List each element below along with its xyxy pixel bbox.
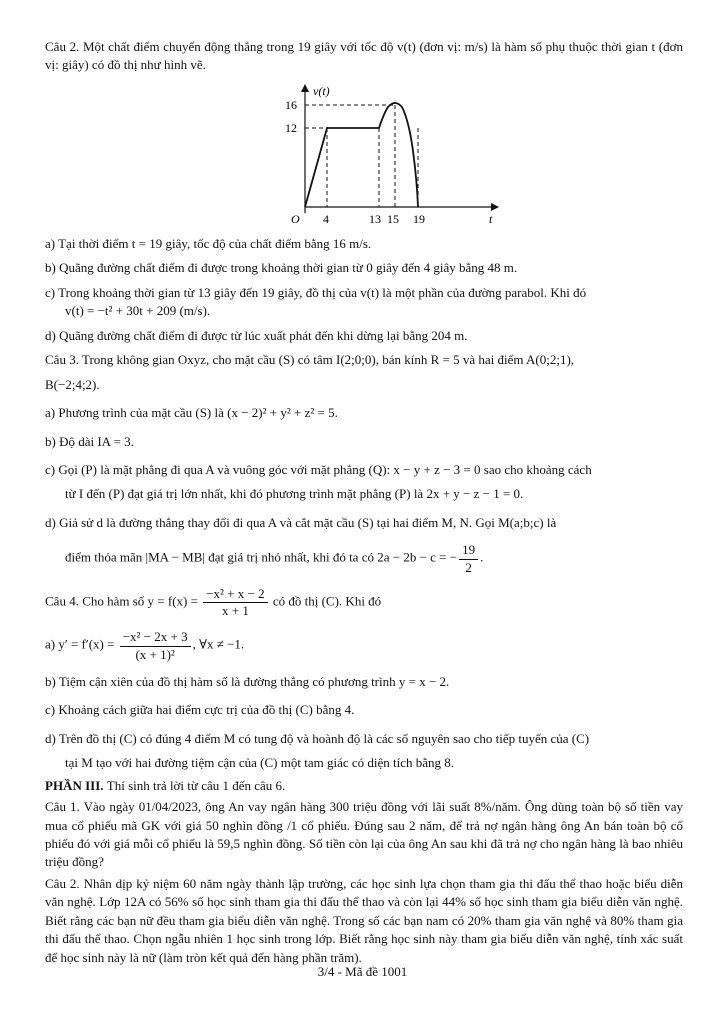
cau3-d-fraction bbox=[459, 542, 478, 576]
cau4-intro bbox=[45, 586, 683, 620]
origin-label: O bbox=[291, 211, 300, 226]
x-tick-13: 13 bbox=[369, 211, 381, 226]
cau4-intro-text: Câu 4. Cho hàm số y = f(x) = bbox=[45, 593, 198, 609]
phan3-cau1: Câu 1. Vào ngày 01/04/2023, ông An vay ngân hàng 300 triệu đồng với lãi suất 8%/năm. Ông dùng toàn bộ số tiền vay mua cổ phiếu mã GK với giá 50 nghìn đồng /1 cổ phiếu. Đúng sau 2 năm, để trả nợ ngân hàng ông An bán toàn bộ cổ phiếu đó với giá mỗi cổ phiếu là 59,5 nghìn đồng. Số tiền còn lại của ông An sau khi đã trả nợ cho ngân hàng là bao nhiêu triệu đồng? bbox=[45, 799, 683, 870]
cau4-a-end: , ∀x ≠ −1. bbox=[192, 637, 245, 653]
cau4-d-line2: tại M tạo với hai đường tiệm cận của (C) một tam giác có diện tích bằng 8. bbox=[65, 755, 455, 771]
cau3-intro-line1: Câu 3. Trong không gian Oxyz, cho mặt cầu (S) có tâm I(2;0;0), bán kính R = 5 và hai điểm A(0;2;1), bbox=[45, 352, 575, 368]
cau4-function-numerator: −x² + x − 2 bbox=[203, 586, 267, 603]
x-tick-19: 19 bbox=[413, 211, 425, 226]
cau3-d-denominator: 2 bbox=[465, 559, 472, 575]
cau4-intro-end: có đồ thị (C). Khi đó bbox=[272, 593, 382, 609]
x-axis-arrow bbox=[491, 203, 499, 211]
cau3-d-text: điểm thỏa mãn |MA − MB| đạt giá trị nhỏ nhất, khi đó ta có 2a − 2b − c = − bbox=[65, 550, 458, 566]
x-axis-label: t bbox=[489, 211, 493, 226]
cau2-intro: Câu 2. Một chất điểm chuyển động thẳng trong 19 giây với tốc độ v(t) (đơn vị: m/s) là hàm số phụ thuộc thời gian t (đơn vị: giây) có đồ thị như hình vẽ. bbox=[45, 39, 683, 73]
cau3-d-end: . bbox=[480, 550, 484, 566]
phan3-title: PHẦN III. bbox=[45, 777, 104, 793]
cau3-d-line1: d) Giả sử d là đường thẳng thay đổi đi qua A và cắt mặt cầu (S) tại hai điểm M, N. Gọi M(a;b;c) là bbox=[45, 514, 557, 530]
cau4-c: c) Khoảng cách giữa hai điểm cực trị của đồ thị (C) bằng 4. bbox=[45, 702, 355, 718]
x-tick-15: 15 bbox=[387, 211, 399, 226]
cau3-d-numerator: 19 bbox=[459, 542, 478, 559]
cau2-c-line1: c) Trong khoảng thời gian từ 13 giây đến 19 giây, đồ thị của v(t) là một phần của đường parabol. Khi đó bbox=[45, 284, 587, 300]
cau4-a-numerator: −x² − 2x + 3 bbox=[120, 629, 191, 646]
cau4-function-fraction bbox=[203, 586, 267, 620]
phan3-instruction: Thí sinh trả lời từ câu 1 đến câu 6. bbox=[106, 777, 286, 793]
velocity-graph bbox=[275, 81, 515, 229]
cau3-d-line2 bbox=[45, 542, 683, 576]
cau4-b: b) Tiệm cận xiên của đồ thị hàm số là đường thẳng có phương trình y = x − 2. bbox=[45, 673, 450, 689]
phan3-cau2: Câu 2. Nhân dịp kỷ niệm 60 năm ngày thành lập trường, các học sinh lựa chọn tham gia thi đấu thể thao hoặc biểu diễn văn nghệ. Lớp 12A có 56% số học sinh tham gia thi đấu thể thao và còn lại 44% số học sinh tham gia biểu diễn văn nghệ. Biết rằng các bạn nữ đều tham gia biểu diễn văn nghệ. Trong số các bạn nam có 20% tham gia văn nghệ và 80% tham gia thi đấu thể thao. Chọn ngẫu nhiên 1 học sinh trong lớp. Biết rằng học sinh này tham gia biểu diễn văn nghệ, tính xác suất để học sinh này là nữ (làm tròn kết quả đến hàng phần trăm). bbox=[45, 875, 683, 965]
cau4-a bbox=[45, 629, 683, 663]
page-footer: 3/4 - Mã đề 1001 bbox=[317, 964, 408, 979]
cau3-intro-line2: B(−2;4;2). bbox=[45, 376, 100, 392]
y-axis-label: v(t) bbox=[313, 83, 330, 98]
cau2-d: d) Quãng đường chất điểm đi được từ lúc xuất phát đến khi dừng lại bằng 204 m. bbox=[45, 327, 468, 343]
y-tick-12: 12 bbox=[285, 120, 297, 135]
cau4-a-text: a) y′ = f′(x) = bbox=[45, 637, 115, 653]
cau2-c-line2: v(t) = −t² + 30t + 209 (m/s). bbox=[65, 303, 211, 319]
cau3-b: b) Độ dài IA = 3. bbox=[45, 433, 134, 449]
cau3-a: a) Phương trình của mặt cầu (S) là (x − 2)² + y² + z² = 5. bbox=[45, 405, 338, 421]
cau4-function-denominator: x + 1 bbox=[221, 603, 249, 619]
cau2-b: b) Quãng đường chất điểm đi được trong khoảng thời gian từ 0 giây đến 4 giây bằng 48 m. bbox=[45, 260, 518, 276]
cau4-a-denominator: (x + 1)² bbox=[135, 646, 175, 662]
velocity-curve bbox=[305, 103, 418, 207]
y-tick-16: 16 bbox=[285, 97, 297, 112]
y-axis-arrow bbox=[301, 84, 309, 92]
cau3-c-line2: từ I đến (P) đạt giá trị lớn nhất, khi đó phương trình mặt phẳng (P) là 2x + y − z − 1 = 0. bbox=[65, 486, 524, 502]
phan3-heading bbox=[45, 777, 683, 795]
x-tick-4: 4 bbox=[323, 211, 329, 226]
cau2-a: a) Tại thời điểm t = 19 giây, tốc độ của chất điểm bằng 16 m/s. bbox=[45, 235, 372, 251]
cau3-c-line1: c) Gọi (P) là mặt phẳng đi qua A và vuông góc với mặt phẳng (Q): x − y + z − 3 = 0 sao cho khoảng cách bbox=[45, 461, 592, 477]
cau4-d-line1: d) Trên đồ thị (C) có đúng 4 điểm M có tung độ và hoành độ là các số nguyên sao cho tiếp tuyến của (C) bbox=[45, 730, 590, 746]
cau4-a-fraction bbox=[120, 629, 191, 663]
